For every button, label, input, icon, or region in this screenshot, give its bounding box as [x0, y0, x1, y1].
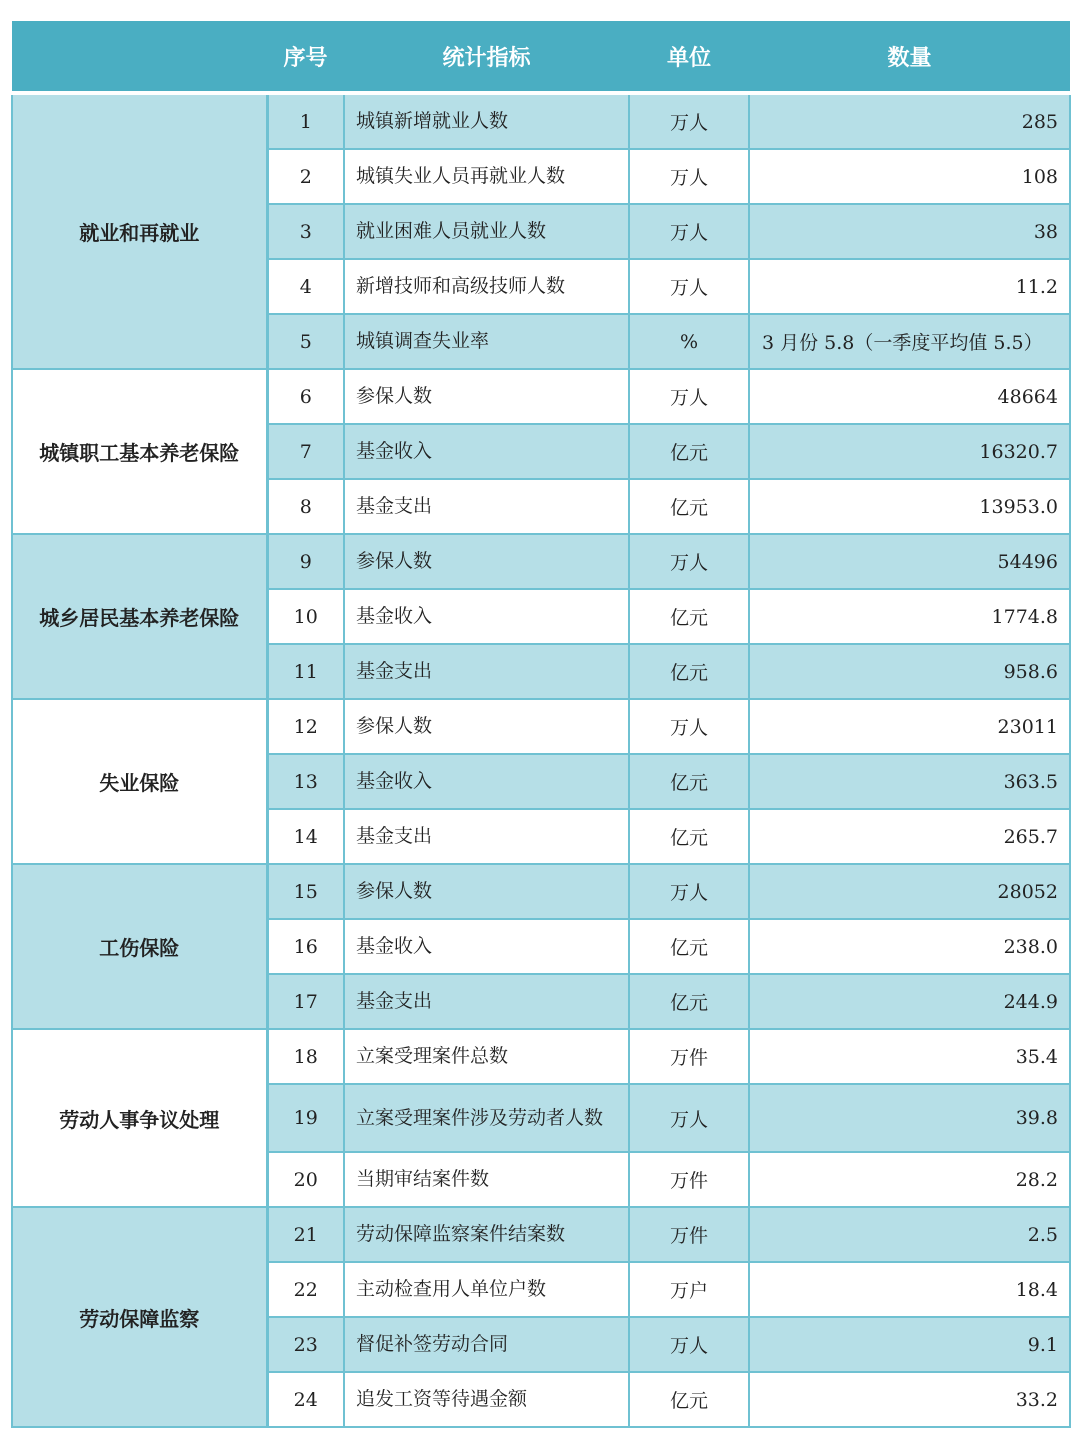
- index-cell: 6: [267, 369, 344, 424]
- index-cell: 3: [267, 204, 344, 259]
- value-cell: 9.1: [749, 1317, 1070, 1372]
- value-cell: 108: [749, 149, 1070, 204]
- unit-cell: 万人: [629, 534, 749, 589]
- unit-cell: 万人: [629, 149, 749, 204]
- unit-cell: 万人: [629, 259, 749, 314]
- category-cell: 城乡居民基本养老保险: [12, 534, 267, 699]
- indicator-cell: 城镇失业人员再就业人数: [344, 149, 629, 204]
- unit-cell: 万件: [629, 1207, 749, 1262]
- index-cell: 18: [267, 1029, 344, 1084]
- table-row: [12, 864, 1070, 919]
- indicator-cell: 城镇调查失业率: [344, 314, 629, 369]
- statistics-table: [11, 21, 1071, 1428]
- unit-cell: 亿元: [629, 919, 749, 974]
- unit-cell: 亿元: [629, 754, 749, 809]
- index-cell: 8: [267, 479, 344, 534]
- table-row: [12, 1029, 1070, 1084]
- indicator-cell: 追发工资等待遇金额: [344, 1372, 629, 1427]
- category-cell: 就业和再就业: [12, 93, 267, 369]
- table-row: [12, 93, 1070, 149]
- category-cell: 劳动人事争议处理: [12, 1029, 267, 1207]
- value-cell: 3 月份 5.8（一季度平均值 5.5）: [749, 314, 1070, 369]
- indicator-cell: 当期审结案件数: [344, 1152, 629, 1207]
- unit-cell: 万人: [629, 1084, 749, 1152]
- index-cell: 23: [267, 1317, 344, 1372]
- table-row: [12, 369, 1070, 424]
- indicator-cell: 参保人数: [344, 699, 629, 754]
- value-cell: 35.4: [749, 1029, 1070, 1084]
- index-cell: 7: [267, 424, 344, 479]
- indicator-cell: 立案受理案件总数: [344, 1029, 629, 1084]
- value-cell: 363.5: [749, 754, 1070, 809]
- value-cell: 18.4: [749, 1262, 1070, 1317]
- indicator-cell: 就业困难人员就业人数: [344, 204, 629, 259]
- unit-cell: 万件: [629, 1152, 749, 1207]
- unit-cell: 亿元: [629, 644, 749, 699]
- index-cell: 11: [267, 644, 344, 699]
- index-cell: 5: [267, 314, 344, 369]
- indicator-cell: 参保人数: [344, 864, 629, 919]
- index-cell: 2: [267, 149, 344, 204]
- value-cell: 244.9: [749, 974, 1070, 1029]
- index-cell: 4: [267, 259, 344, 314]
- header-seq: 序号: [267, 21, 344, 93]
- indicator-cell: 劳动保障监察案件结案数: [344, 1207, 629, 1262]
- indicator-cell: 新增技师和高级技师人数: [344, 259, 629, 314]
- unit-cell: 万人: [629, 864, 749, 919]
- unit-cell: 万人: [629, 1317, 749, 1372]
- index-cell: 16: [267, 919, 344, 974]
- value-cell: 54496: [749, 534, 1070, 589]
- index-cell: 24: [267, 1372, 344, 1427]
- unit-cell: 万人: [629, 204, 749, 259]
- header-category: [12, 21, 267, 93]
- value-cell: 2.5: [749, 1207, 1070, 1262]
- index-cell: 13: [267, 754, 344, 809]
- indicator-cell: 城镇新增就业人数: [344, 93, 629, 149]
- header-amount: 数量: [749, 21, 1070, 93]
- index-cell: 15: [267, 864, 344, 919]
- value-cell: 238.0: [749, 919, 1070, 974]
- unit-cell: 亿元: [629, 479, 749, 534]
- indicator-cell: 参保人数: [344, 369, 629, 424]
- unit-cell: 亿元: [629, 424, 749, 479]
- value-cell: 1774.8: [749, 589, 1070, 644]
- unit-cell: 万件: [629, 1029, 749, 1084]
- header-indicator: 统计指标: [344, 21, 629, 93]
- index-cell: 19: [267, 1084, 344, 1152]
- unit-cell: 亿元: [629, 809, 749, 864]
- indicator-cell: 基金收入: [344, 424, 629, 479]
- header-unit: 单位: [629, 21, 749, 93]
- value-cell: 11.2: [749, 259, 1070, 314]
- value-cell: 28052: [749, 864, 1070, 919]
- indicator-cell: 基金支出: [344, 479, 629, 534]
- table-header-row: [12, 21, 1070, 93]
- value-cell: 33.2: [749, 1372, 1070, 1427]
- indicator-cell: 基金支出: [344, 809, 629, 864]
- table-row: [12, 534, 1070, 589]
- unit-cell: %: [629, 314, 749, 369]
- index-cell: 12: [267, 699, 344, 754]
- table-body: [12, 93, 1070, 1427]
- indicator-cell: 督促补签劳动合同: [344, 1317, 629, 1372]
- value-cell: 28.2: [749, 1152, 1070, 1207]
- indicator-cell: 基金收入: [344, 589, 629, 644]
- table-row: [12, 699, 1070, 754]
- indicator-cell: 基金收入: [344, 919, 629, 974]
- unit-cell: 亿元: [629, 974, 749, 1029]
- value-cell: 13953.0: [749, 479, 1070, 534]
- table-row: [12, 1207, 1070, 1262]
- unit-cell: 万人: [629, 699, 749, 754]
- indicator-cell: 立案受理案件涉及劳动者人数: [344, 1084, 629, 1152]
- index-cell: 17: [267, 974, 344, 1029]
- index-cell: 14: [267, 809, 344, 864]
- index-cell: 9: [267, 534, 344, 589]
- category-cell: 劳动保障监察: [12, 1207, 267, 1427]
- indicator-cell: 基金支出: [344, 974, 629, 1029]
- unit-cell: 亿元: [629, 1372, 749, 1427]
- value-cell: 48664: [749, 369, 1070, 424]
- unit-cell: 万人: [629, 93, 749, 149]
- index-cell: 10: [267, 589, 344, 644]
- category-cell: 失业保险: [12, 699, 267, 864]
- index-cell: 20: [267, 1152, 344, 1207]
- unit-cell: 万户: [629, 1262, 749, 1317]
- value-cell: 23011: [749, 699, 1070, 754]
- indicator-cell: 参保人数: [344, 534, 629, 589]
- index-cell: 22: [267, 1262, 344, 1317]
- category-cell: 工伤保险: [12, 864, 267, 1029]
- value-cell: 39.8: [749, 1084, 1070, 1152]
- value-cell: 285: [749, 93, 1070, 149]
- indicator-cell: 基金收入: [344, 754, 629, 809]
- value-cell: 38: [749, 204, 1070, 259]
- value-cell: 958.6: [749, 644, 1070, 699]
- indicator-cell: 主动检查用人单位户数: [344, 1262, 629, 1317]
- index-cell: 21: [267, 1207, 344, 1262]
- category-cell: 城镇职工基本养老保险: [12, 369, 267, 534]
- unit-cell: 万人: [629, 369, 749, 424]
- unit-cell: 亿元: [629, 589, 749, 644]
- value-cell: 16320.7: [749, 424, 1070, 479]
- value-cell: 265.7: [749, 809, 1070, 864]
- indicator-cell: 基金支出: [344, 644, 629, 699]
- index-cell: 1: [267, 93, 344, 149]
